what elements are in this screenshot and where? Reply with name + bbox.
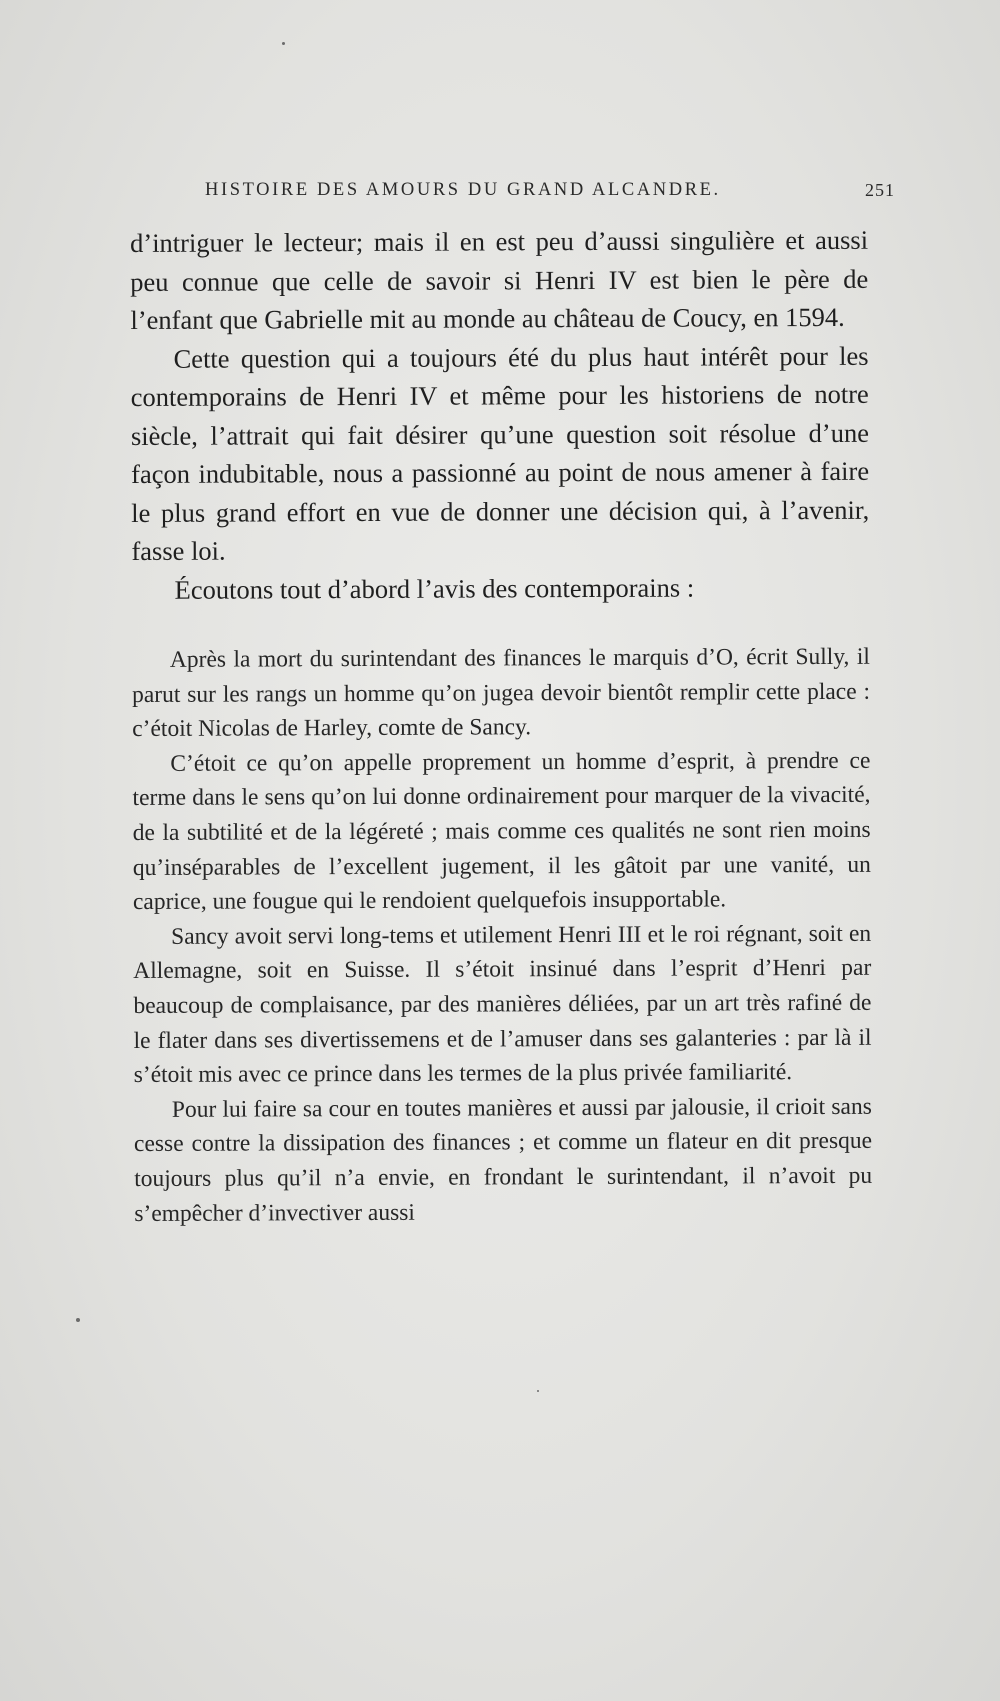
paper-speck (537, 1390, 539, 1392)
paper-speck (282, 42, 285, 45)
quoted-paragraph: Pour lui faire sa cour en toutes manières et aussi par jalousie, il crioit sans cesse contre la dissipation des finances ; et comme un flateur en dit presque toujours plus qu’il n’a envie, en frondant le surintendant, il n’avoit pu s’empêcher d’invectiver aussi (133, 1093, 873, 1227)
main-text (130, 221, 870, 609)
paragraph: Cette question qui a toujours été du plus haut intérêt pour les contemporains de Henri IV et même pour les historiens de notre siècle, l’attrait qui fait désirer qu’une question soit résolue d’une façon indubitable, nous a passionné au point de nous amener à faire le plus grand effort en vue de donner une décision qui, à l’avenir, fasse loi. (130, 340, 870, 566)
quotation-block (132, 640, 873, 1231)
quoted-paragraph: Sancy avoit servi long-tems et utilement Henri III et le roi régnant, soit en Allemagne, soit en Suisse. Il s’étoit insinué dans l’esprit d’Henri par beaucoup de complaisance, par des manières déliées, par un art très rafiné de le flater dans ses divertissemens et de l’amuser dans ses galanteries : par là il s’étoit mis avec ce prince dans les termes de la plus privée familiarité. (133, 920, 872, 1089)
quoted-paragraph: C’étoit ce qu’on appelle proprement un homme d’esprit, à prendre ce terme dans le sens qu’on lui donne ordinairement pour marquer de la vivacité, de la subtilité et de la légéreté ; mais comme ces qualités ne sont rien moins qu’inséparables de l’excellent jugement, il les gâtoit par une vanité, un caprice, une fougue qui le rendoient quelquefois insupportable. (132, 747, 871, 916)
text-block (130, 221, 872, 1231)
page-number: 251 (865, 180, 895, 200)
quoted-paragraph: Après la mort du surintendant des finances le marquis d’O, écrit Sully, il parut sur les rangs un homme qu’on jugea devoir bientôt remplir cette place : c’étoit Nicolas de Harley, comte de Sancy. (131, 643, 871, 743)
paragraph: d’intriguer le lecteur; mais il en est peu d’aussi singulière et aussi peu connue que celle de savoir si Henri IV est bien le père de l’enfant que Gabrielle mit au monde au château de Coucy, en 1594. (130, 224, 869, 335)
paragraph: Écoutons tout d’abord l’avis des contemporains : (174, 572, 695, 605)
paper-speck (76, 1318, 80, 1322)
running-head (205, 180, 895, 206)
running-title: HISTOIRE DES AMOURS DU GRAND ALCANDRE. (205, 180, 721, 200)
